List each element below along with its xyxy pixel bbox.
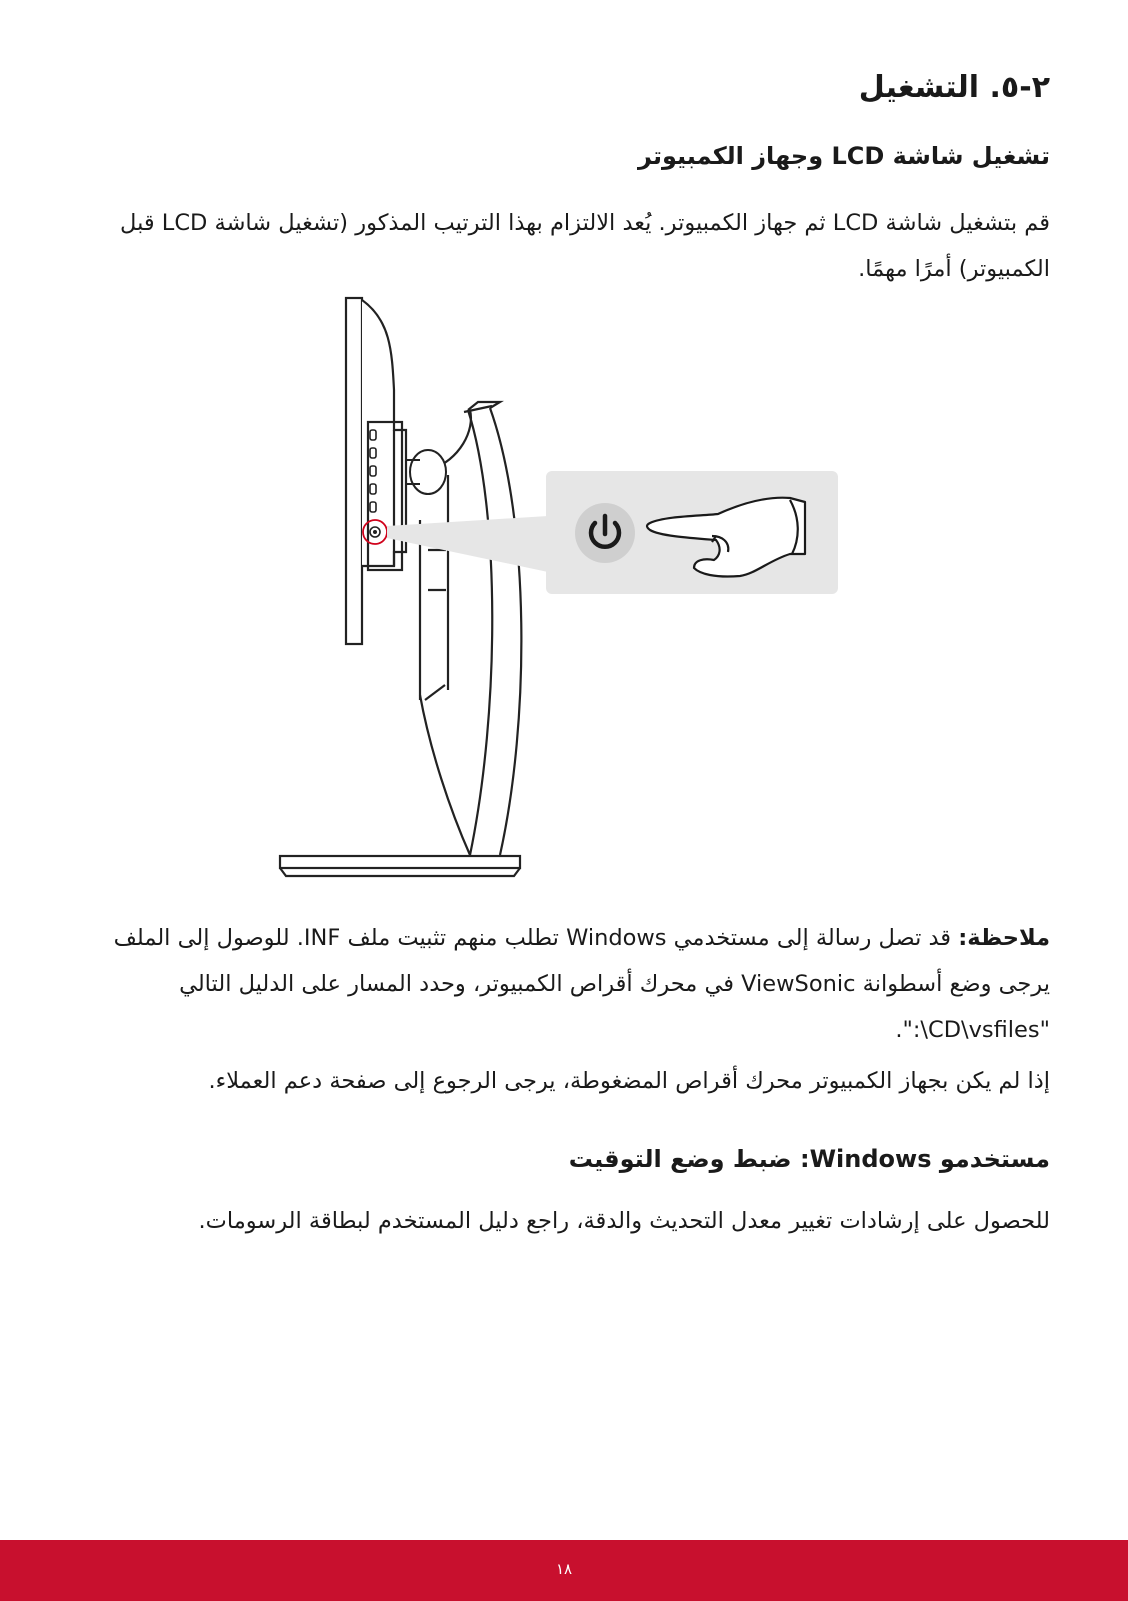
monitor-power-figure: [0, 290, 1128, 910]
subsection-heading-power: تشغيل شاشة LCD وجهاز الكمبيوتر: [638, 142, 1050, 170]
note-label: ملاحظة:: [958, 925, 1050, 951]
section-title: ٢-٥. التشغيل: [858, 70, 1050, 105]
power-icon: [575, 503, 635, 563]
no-cd-drive-paragraph: إذا لم يكن بجهاز الكمبيوتر محرك أقراص المضغوطة، يرجى الرجوع إلى صفحة دعم العملاء.: [208, 1068, 1050, 1094]
monitor-side-illustration: [0, 290, 1128, 910]
note-block: [80, 915, 1050, 1053]
callout-beam: [387, 516, 548, 572]
page-footer: [0, 1540, 1128, 1601]
monitor-hinge: [406, 450, 446, 494]
subsection-heading-timing: مستخدمو Windows: ضبط وضع التوقيت: [568, 1145, 1050, 1173]
timing-instructions-paragraph: للحصول على إرشادات تغيير معدل التحديث والدقة، راجع دليل المستخدم لبطاقة الرسومات.: [198, 1208, 1050, 1234]
power-instructions-paragraph: قم بتشغيل شاشة LCD ثم جهاز الكمبيوتر. يُعد الالتزام بهذا الترتيب المذكور (تشغيل شاشة LCD قبل الكمبيوتر) أمرًا مهمًا.: [120, 210, 1050, 282]
note-text: قد تصل رسالة إلى مستخدمي Windows تطلب منهم تثبيت ملف INF. للوصول إلى الملف يرجى وضع أسطوانة ViewSonic في محرك أقراص الكمبيوتر، وحدد المسار على الدليل التالي "CD\vsfiles\:".: [113, 925, 1050, 1043]
page-number: ١٨: [555, 1560, 573, 1578]
